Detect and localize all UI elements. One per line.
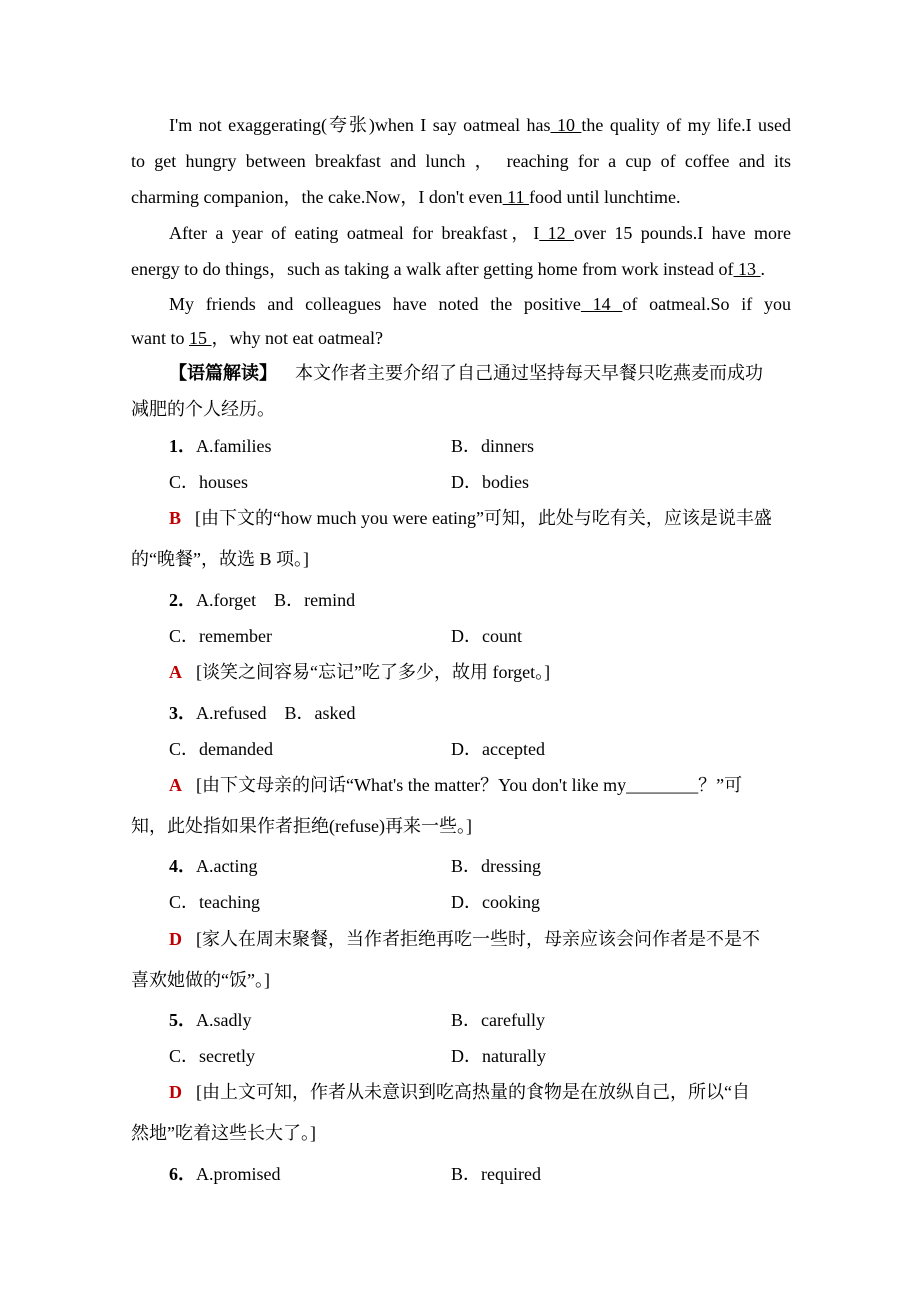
option-c: C．teaching xyxy=(169,892,260,912)
option-b: B．remind xyxy=(274,590,356,610)
option-c: C．houses xyxy=(169,472,249,492)
question-1-row1 xyxy=(169,435,791,457)
option-a: A.promised xyxy=(196,1164,281,1184)
option-b: B．required xyxy=(451,1164,541,1184)
blank-11: 11 xyxy=(502,187,529,207)
question-number: 5． xyxy=(169,1010,196,1030)
explanation-text: [由下文母亲的问话“What's the matter？You don't like my________？”可 xyxy=(196,775,743,795)
question-number: 6． xyxy=(169,1164,196,1184)
option-b: B．carefully xyxy=(451,1010,545,1030)
question-3-explanation-line2: 知，此处指如果作者拒绝(refuse)再来一些。] xyxy=(131,816,472,836)
option-c: C．remember xyxy=(169,626,272,646)
question-number: 1． xyxy=(169,436,196,456)
blank-13: 13 xyxy=(733,259,761,279)
passage-p3-line2 xyxy=(131,327,791,349)
question-2-row1 xyxy=(169,589,791,611)
question-3-row1 xyxy=(169,702,791,724)
blank-10: 10 xyxy=(550,115,582,135)
answer-letter: B xyxy=(169,508,182,528)
option-d: D．naturally xyxy=(451,1046,546,1066)
explanation-text: [谈笑之间容易“忘记”吃了多少，故用 forget。] xyxy=(196,662,551,682)
question-4-explanation-line2: 喜欢她做的“饭”。] xyxy=(131,970,270,990)
option-a: A.families xyxy=(196,436,272,456)
explanation-text: [由下文的“how much you were eating”可知，此处与吃有关，应该是说丰盛 xyxy=(195,508,772,528)
question-4-row1 xyxy=(169,855,791,877)
text: . xyxy=(760,259,766,279)
explanation-text: [由上文可知，作者从未意识到吃高热量的食物是在放纵自己，所以“自 xyxy=(196,1082,750,1102)
option-d: D．accepted xyxy=(451,739,545,759)
option-a: A.refused xyxy=(196,703,267,723)
answer-letter: D xyxy=(169,1082,182,1102)
option-a: A.sadly xyxy=(196,1010,252,1030)
question-5-row1 xyxy=(169,1009,791,1031)
question-4-row2 xyxy=(169,891,791,913)
question-5-explanation xyxy=(169,1081,791,1103)
passage-p1-line3 xyxy=(131,186,791,208)
question-1-explanation-line2: 的“晚餐”，故选 B 项。] xyxy=(131,549,309,569)
option-c: C．secretly xyxy=(169,1046,255,1066)
passage-p1-line1 xyxy=(169,114,791,136)
option-b: B．dressing xyxy=(451,856,541,876)
passage-p1-line2: to get hungry between breakfast and lunch ， reaching for a cup of coffee and its xyxy=(131,151,791,171)
option-d: D．count xyxy=(451,626,522,646)
text: of oatmeal.So if you xyxy=(622,294,791,314)
summary-line2: 减肥的个人经历。 xyxy=(131,399,275,419)
summary-label: 【语篇解读】 xyxy=(169,363,277,383)
blank-12: 12 xyxy=(539,223,575,243)
blank-15: 15 xyxy=(189,328,212,348)
passage-p2-line2 xyxy=(131,258,791,280)
text: want to xyxy=(131,328,189,348)
question-number: 2． xyxy=(169,590,196,610)
option-d: D．cooking xyxy=(451,892,540,912)
question-1-explanation xyxy=(169,507,791,529)
text: My friends and colleagues have noted the positive xyxy=(169,294,581,314)
question-2-row2 xyxy=(169,625,791,647)
passage-p2-line1 xyxy=(169,222,791,244)
answer-letter: D xyxy=(169,929,182,949)
option-d: D．bodies xyxy=(451,472,529,492)
option-a: A.forget xyxy=(196,590,257,610)
option-a: A.acting xyxy=(196,856,258,876)
question-2-explanation xyxy=(169,661,791,683)
text: charming companion，the cake.Now，I don't even xyxy=(131,187,503,207)
text: 本文作者主要介绍了自己通过坚持每天早餐只吃燕麦而成功 xyxy=(295,363,763,383)
question-number: 4． xyxy=(169,856,196,876)
question-5-explanation-line2: 然地”吃着这些长大了。] xyxy=(131,1123,316,1143)
question-6-row1 xyxy=(169,1163,791,1185)
answer-letter: A xyxy=(169,775,182,795)
question-number: 3． xyxy=(169,703,196,723)
text: After a year of eating oatmeal for breakfast，I xyxy=(169,223,540,243)
question-4-explanation xyxy=(169,928,791,950)
question-1-row2 xyxy=(169,471,791,493)
passage-p3-line1 xyxy=(169,293,791,315)
answer-letter: A xyxy=(169,662,182,682)
option-b: B．dinners xyxy=(451,436,534,456)
question-3-explanation xyxy=(169,774,791,796)
text: the quality of my life.I used xyxy=(581,115,792,135)
text: I'm not exaggerating(夸张)when I say oatmeal has xyxy=(169,115,551,135)
option-b: B．asked xyxy=(284,703,356,723)
text: energy to do things，such as taking a walk after getting home from work instead of xyxy=(131,259,734,279)
text: ，why not eat oatmeal? xyxy=(211,328,383,348)
text: over 15 pounds.I have more xyxy=(574,223,791,243)
text: food until lunchtime. xyxy=(528,187,681,207)
question-5-row2 xyxy=(169,1045,791,1067)
explanation-text: [家人在周末聚餐，当作者拒绝再吃一些时，母亲应该会问作者是不是不 xyxy=(196,929,760,949)
blank-14: 14 xyxy=(580,294,623,314)
summary-line1 xyxy=(169,362,791,384)
question-3-row2 xyxy=(169,738,791,760)
option-c: C．demanded xyxy=(169,739,273,759)
